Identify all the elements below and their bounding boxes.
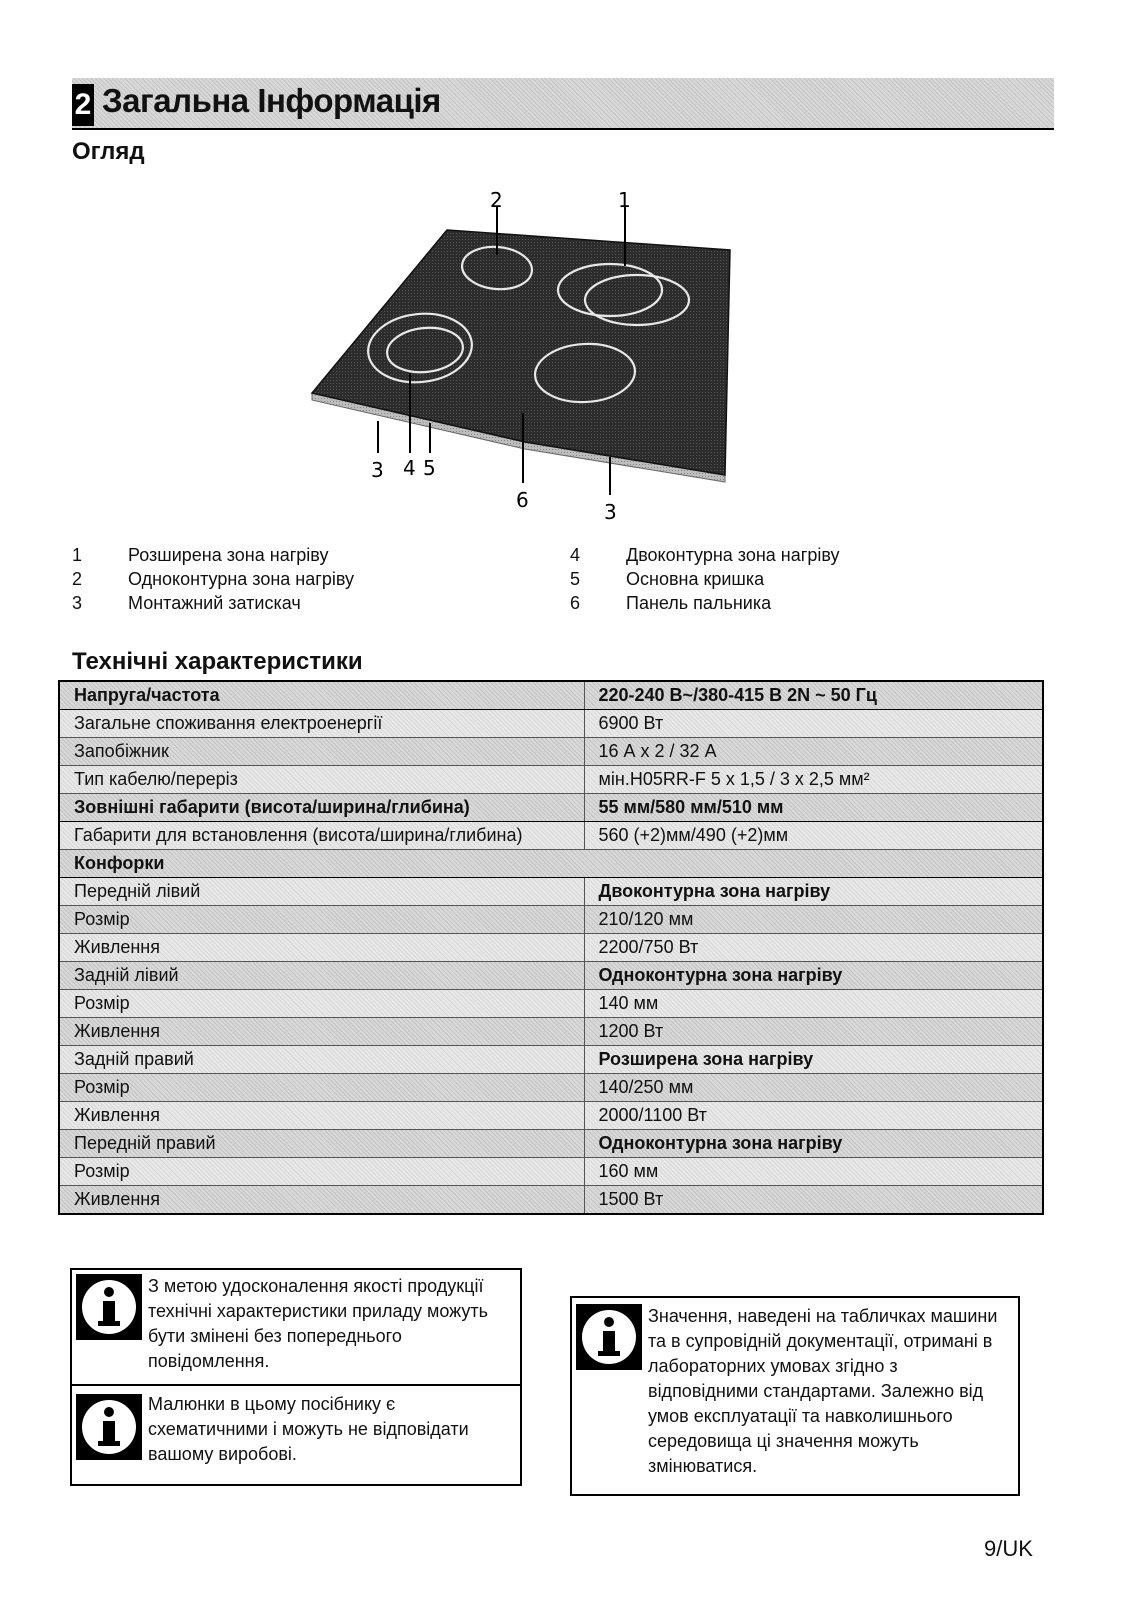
table-row: Живлення 1500 Вт [59, 1186, 1043, 1215]
table-row: Зовнішні габарити (висота/ширина/глибина) 55 мм/580 мм/510 мм [59, 794, 1043, 822]
table-row: Загальне споживання електроенергії 6900 Вт [59, 710, 1043, 738]
table-row: Живлення 1200 Вт [59, 1018, 1043, 1046]
table-row: Розмір 210/120 мм [59, 906, 1043, 934]
hob-glass-top [312, 230, 730, 475]
table-row: Габарити для встановлення (висота/ширина/глибина) 560 (+2)мм/490 (+2)мм [59, 822, 1043, 850]
info-icon [576, 1304, 642, 1370]
table-row: Напруга/частота 220-240 В~/380-415 В 2N ~ 50 Гц [59, 681, 1043, 710]
chapter-number: 2 [72, 84, 94, 126]
note-box-right: Значення, наведені на табличках машини та в супровідній документації, отримані в лабораторних умовах згідно з відповідними стандартами. Залежно від умов експлуатації та навколишнього середовища ці значення можуть змінюватися. [570, 1296, 1020, 1496]
legend-item: 1 Розширена зона нагріву [72, 545, 329, 565]
info-icon [76, 1274, 142, 1340]
callout-4: 4 [403, 456, 416, 480]
note-box-left [70, 1268, 522, 1486]
table-row: Конфорки [59, 850, 1043, 878]
info-icon [76, 1394, 142, 1460]
table-row: Розмір 160 мм [59, 1158, 1043, 1186]
callout-2: 2 [490, 188, 503, 212]
note-2: Малюнки в цьому посібнику є схематичними і можуть не відповідати вашому виробові. [72, 1386, 520, 1484]
callout-1: 1 [618, 188, 631, 212]
callout-3a: 3 [371, 458, 384, 482]
legend-item: 2 Одноконтурна зона нагріву [72, 569, 355, 589]
legend-left [72, 543, 354, 615]
overview-heading: Огляд [72, 138, 145, 165]
table-row: Задній правий Розширена зона нагріву [59, 1046, 1043, 1074]
callout-6: 6 [516, 488, 529, 512]
table-row: Розмір 140 мм [59, 990, 1043, 1018]
table-row: Передній правий Одноконтурна зона нагріву [59, 1130, 1043, 1158]
table-row: Розмір 140/250 мм [59, 1074, 1043, 1102]
hob-illustration [300, 185, 760, 530]
page-number: 9/UK [984, 1536, 1033, 1561]
table-row: Тип кабелю/переріз мін.H05RR-F 5 x 1,5 / 3 x 2,5 мм² [59, 766, 1043, 794]
specs-heading: Технічні характеристики [72, 648, 363, 675]
specs-table [58, 680, 1044, 1215]
chapter-title: Загальна Інформація [102, 82, 441, 119]
chapter-header [72, 78, 1054, 130]
note-1: З метою удосконалення якості продукції технічні характеристики приладу можуть бути змінені без попереднього повідомлення. [72, 1270, 520, 1386]
legend-right [570, 543, 840, 615]
table-row: Живлення 2200/750 Вт [59, 934, 1043, 962]
legend-item: 3 Монтажний затискач [72, 593, 301, 613]
callout-5: 5 [423, 456, 436, 480]
table-row: Запобіжник 16 А х 2 / 32 А [59, 738, 1043, 766]
legend-item: 6 Панель пальника [570, 593, 772, 613]
table-row: Живлення 2000/1100 Вт [59, 1102, 1043, 1130]
legend-item: 5 Основна кришка [570, 569, 765, 589]
table-row: Задній лівий Одноконтурна зона нагріву [59, 962, 1043, 990]
table-row: Передній лівий Двоконтурна зона нагріву [59, 878, 1043, 906]
legend-item: 4 Двоконтурна зона нагріву [570, 545, 840, 565]
callout-3b: 3 [604, 500, 617, 524]
